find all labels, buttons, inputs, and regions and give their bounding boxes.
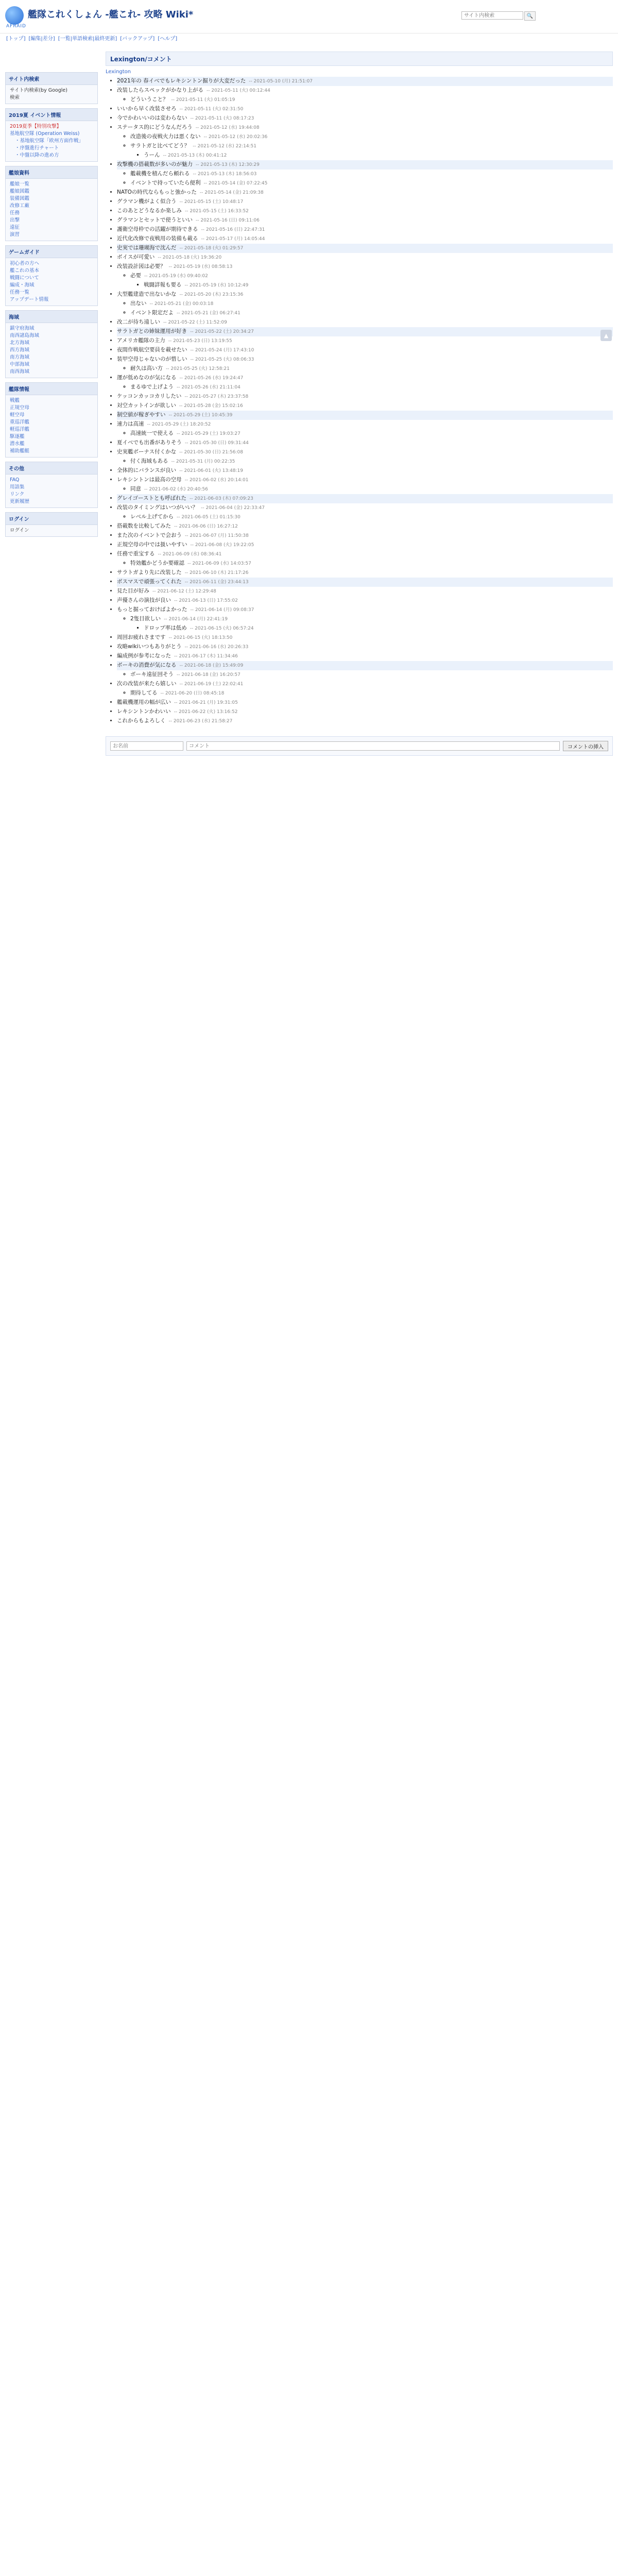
comment-text: 攻撃機の搭載数が多いのが魅力 bbox=[117, 161, 193, 167]
comment-item bbox=[117, 531, 613, 540]
comment-meta: -- 2021-05-26 (水) 21:11:04 bbox=[177, 385, 241, 390]
comment-item bbox=[117, 587, 613, 596]
comment-item bbox=[117, 114, 613, 123]
comment-meta: -- 2021-05-16 (日) 09:11:06 bbox=[196, 218, 260, 223]
comment-meta: -- 2021-05-16 (日) 22:47:31 bbox=[201, 227, 265, 232]
sidebar-item[interactable]: 南西諸島海域 bbox=[10, 333, 40, 338]
comment-meta: -- 2021-06-01 (火) 13:48:19 bbox=[179, 468, 244, 473]
comment-text: うーん bbox=[144, 152, 160, 158]
comment-text: ボイスが可愛い bbox=[117, 254, 155, 260]
comment-meta: -- 2021-05-25 (火) 12:58:21 bbox=[166, 366, 230, 371]
sidebar-item[interactable]: リンク bbox=[10, 492, 25, 497]
comment-item bbox=[144, 151, 613, 160]
comment-meta: -- 2021-05-18 (火) 01:29:57 bbox=[179, 246, 244, 251]
comment-item bbox=[117, 503, 613, 513]
comment-meta: -- 2021-06-17 (木) 11:34:46 bbox=[174, 654, 238, 659]
search-button[interactable]: 🔍 bbox=[524, 11, 536, 21]
comment-item bbox=[117, 448, 613, 457]
comment-text: 期待してる bbox=[130, 690, 158, 696]
comment-item bbox=[117, 290, 613, 299]
comment-text: 近代化改修で夜戦用の装備も載る bbox=[117, 235, 198, 242]
comment-meta: -- 2021-05-30 (日) 09:31:44 bbox=[185, 440, 249, 446]
comment-meta: -- 2021-05-31 (月) 00:22:35 bbox=[171, 459, 235, 464]
comment-meta: -- 2021-05-13 (木) 18:56:03 bbox=[193, 172, 257, 177]
comment-meta: -- 2021-05-11 (火) 08:17:23 bbox=[190, 116, 254, 121]
comment-text: サラトガとの姉妹運用が好き bbox=[117, 328, 187, 334]
sidebar-item[interactable]: 演習 bbox=[10, 232, 20, 238]
comment-text: レキシントンは最高の空母 bbox=[117, 477, 182, 483]
search-input[interactable] bbox=[461, 11, 523, 20]
sidebar-item[interactable]: 任務 bbox=[10, 210, 20, 216]
comment-item bbox=[117, 327, 613, 336]
top-nav-link[interactable]: [一覧|単語検索|最終更新] bbox=[58, 36, 117, 42]
logo-text: AFRAID bbox=[6, 24, 26, 29]
comment-text: 周回お疲れさまです bbox=[117, 634, 166, 640]
comment-meta: -- 2021-06-05 (土) 01:15:30 bbox=[177, 515, 241, 520]
comment-meta: -- 2021-06-02 (水) 20:14:01 bbox=[184, 478, 249, 483]
comment-meta: -- 2021-06-10 (木) 21:17:26 bbox=[184, 570, 249, 575]
comment-text: グラマン機がよく似合う bbox=[117, 198, 177, 205]
comment-meta: -- 2021-06-18 (金) 16:20:57 bbox=[177, 672, 241, 677]
comment-item bbox=[117, 698, 613, 707]
sidebar-item[interactable]: 中部海域 bbox=[10, 362, 30, 367]
comment-text: 改装のタイミングはいつがいい？ bbox=[117, 504, 198, 511]
sidebar-item[interactable]: 編成・海域 bbox=[10, 282, 35, 288]
comment-item bbox=[117, 197, 613, 207]
sidebar-item[interactable]: 基地航空隊 (Operation Weiss) bbox=[10, 131, 80, 137]
comment-field[interactable] bbox=[186, 741, 560, 751]
comment-text: 全体的にバランスが良い bbox=[117, 467, 177, 473]
comment-text: どういうこと？ bbox=[130, 96, 168, 103]
comment-text: 編成例が参考になった bbox=[117, 653, 171, 659]
comment-meta: -- 2021-06-02 (水) 20:40:56 bbox=[144, 487, 208, 492]
comment-item bbox=[117, 494, 613, 503]
sidebar-item[interactable]: 用語集 bbox=[10, 484, 25, 490]
top-nav-link[interactable]: [バックアップ] bbox=[120, 36, 155, 42]
sidebar-item[interactable]: 戦艦 bbox=[10, 398, 20, 403]
sidebar-item[interactable]: 2019夏季【特別攻撃】 bbox=[10, 124, 62, 129]
comment-meta: -- 2021-05-21 (金) 00:03:18 bbox=[149, 301, 214, 307]
comment-item bbox=[117, 234, 613, 244]
comment-meta: -- 2021-06-14 (月) 22:41:19 bbox=[164, 617, 228, 622]
comment-item bbox=[117, 652, 613, 661]
sidebar-item[interactable]: 艦これの基本 bbox=[10, 268, 40, 274]
comment-item bbox=[144, 281, 613, 290]
comment-meta: -- 2021-06-18 (金) 15:49:09 bbox=[179, 663, 244, 668]
comment-text: アメリカ艦隊の主力 bbox=[117, 337, 165, 344]
comment-text: 大型艦建造で出ないかな bbox=[117, 291, 177, 297]
comment-meta: -- 2021-06-11 (金) 23:44:13 bbox=[184, 580, 249, 585]
comment-text: 速力は高速 bbox=[117, 421, 144, 427]
sidebar-item[interactable]: 潜水艦 bbox=[10, 441, 25, 447]
comment-text: 高速統一で使える bbox=[130, 430, 174, 436]
comment-meta: -- 2021-06-20 (日) 08:45:18 bbox=[160, 691, 225, 696]
comment-item bbox=[130, 383, 613, 392]
comment-item bbox=[144, 624, 613, 633]
comment-text: ドロップ率は低め bbox=[144, 625, 187, 631]
comment-list bbox=[117, 77, 613, 726]
comment-meta: -- 2021-06-15 (火) 06:57:24 bbox=[190, 626, 254, 631]
comment-text: 制空値が稼ぎやすい bbox=[117, 412, 166, 418]
comment-item bbox=[130, 689, 613, 698]
comment-meta: -- 2021-05-19 (水) 10:12:49 bbox=[184, 283, 249, 288]
comment-meta: -- 2021-06-15 (火) 18:13:50 bbox=[168, 635, 233, 640]
comment-text: まるゆで上げよう bbox=[130, 384, 174, 390]
comment-meta: -- 2021-05-22 (土) 20:34:27 bbox=[190, 329, 254, 334]
comment-text: 2021年の 春イベでもレキシントン掘りが大変だった bbox=[117, 78, 246, 84]
sidebar-item[interactable]: 南西海域 bbox=[10, 369, 30, 375]
comment-meta: -- 2021-05-19 (水) 09:40:02 bbox=[144, 274, 208, 279]
comment-item bbox=[117, 438, 613, 448]
comment-item bbox=[117, 207, 613, 216]
comment-meta: -- 2021-05-23 (日) 13:19:55 bbox=[168, 338, 232, 344]
comment-text: 護衛空母枠での活躍が期待できる bbox=[117, 226, 198, 232]
comment-text: 史実では珊瑚海で沈んだ bbox=[117, 245, 177, 251]
comment-item bbox=[117, 346, 613, 355]
comment-text: 声優さんの演技が良い bbox=[117, 597, 171, 603]
comment-text: 運が低めなのが気になる bbox=[117, 375, 177, 381]
sidebar-item[interactable]: 更新履歴 bbox=[10, 499, 30, 504]
comment-meta: -- 2021-06-16 (水) 20:26:33 bbox=[184, 645, 249, 650]
comment-meta: -- 2021-06-21 (月) 19:31:05 bbox=[174, 700, 238, 705]
comment-text: 夜間作戦航空要員を載せたい bbox=[117, 347, 187, 353]
comment-text: 付く海域もある bbox=[130, 458, 168, 464]
comment-text: 同意 bbox=[130, 486, 141, 492]
comment-item bbox=[117, 522, 613, 531]
comment-meta: -- 2021-05-18 (火) 19:36:20 bbox=[158, 255, 222, 260]
comment-meta: -- 2021-05-24 (月) 17:43:10 bbox=[190, 348, 254, 353]
comment-text: 任務で重宝する bbox=[117, 551, 155, 557]
comment-item bbox=[117, 642, 613, 652]
comment-item bbox=[117, 466, 613, 476]
comment-text: 耐久は高い方 bbox=[130, 365, 163, 371]
comment-text: 正規空母の中では扱いやすい bbox=[117, 541, 187, 548]
comment-text: ボーキの消費が気になる bbox=[117, 662, 177, 668]
sidebar-item[interactable]: 南方海域 bbox=[10, 354, 30, 360]
comment-item bbox=[117, 661, 613, 670]
comment-text: グレイゴーストとも呼ばれた bbox=[117, 495, 187, 501]
comment-item bbox=[130, 457, 613, 466]
comment-item bbox=[130, 364, 613, 374]
sidebar-box-title: 海域 bbox=[6, 311, 97, 323]
comment-meta: -- 2021-06-07 (月) 11:50:38 bbox=[185, 533, 249, 538]
sidebar-item[interactable]: 補助艦艇 bbox=[10, 448, 30, 454]
comment-meta: -- 2021-06-04 (金) 22:33:47 bbox=[201, 505, 265, 511]
comment-item bbox=[117, 336, 613, 346]
sidebar-item[interactable]: ・基地航空隊「欧州方面作戦」 bbox=[15, 138, 84, 144]
comment-meta: -- 2021-06-22 (火) 13:16:52 bbox=[174, 709, 238, 715]
sidebar-item[interactable]: 遠征 bbox=[10, 225, 20, 230]
comment-item bbox=[130, 485, 613, 494]
comment-text: 2隻目欲しい bbox=[130, 616, 161, 622]
comment-text: イベントで持っていたら便利 bbox=[130, 180, 201, 186]
breadcrumb[interactable]: Lexington bbox=[106, 69, 131, 75]
comment-text: 夏イベでも出番がありそう bbox=[117, 439, 182, 446]
comment-meta: -- 2021-05-25 (火) 08:06:33 bbox=[190, 357, 254, 362]
comment-meta: -- 2021-05-11 (火) 00:12:44 bbox=[207, 88, 270, 93]
comment-item bbox=[117, 262, 613, 272]
comment-text: 改造後の夜戦火力は悪くない bbox=[130, 133, 201, 140]
comment-item bbox=[130, 95, 613, 105]
top-nav-link[interactable]: [編集|差分] bbox=[28, 36, 55, 42]
comment-item bbox=[130, 299, 613, 309]
comment-meta: -- 2021-05-19 (水) 08:58:13 bbox=[168, 264, 233, 269]
comment-meta: -- 2021-05-13 (木) 00:41:12 bbox=[163, 153, 227, 158]
comment-text: ボスマスで頑張ってくれた bbox=[117, 579, 182, 585]
sidebar-item[interactable]: ・中盤以降の進め方 bbox=[15, 152, 59, 158]
comment-text: 改装したらスペックがかなり上がる bbox=[117, 87, 203, 93]
sidebar-item[interactable]: 西方海域 bbox=[10, 347, 30, 353]
comment-item bbox=[117, 717, 613, 726]
comment-meta: -- 2021-05-15 (土) 10:48:17 bbox=[179, 199, 244, 205]
sidebar bbox=[5, 72, 98, 541]
comment-text: 改二が待ち遠しい bbox=[117, 319, 160, 325]
comment-meta: -- 2021-06-03 (木) 07:09:23 bbox=[190, 496, 253, 501]
comment-text: 必要 bbox=[130, 273, 141, 279]
comment-text: グラマンとセットで使うといい bbox=[117, 217, 193, 223]
comment-item bbox=[117, 77, 613, 86]
sidebar-item[interactable]: 軽巡洋艦 bbox=[10, 427, 30, 432]
comment-item bbox=[117, 253, 613, 262]
comment-item bbox=[117, 355, 613, 364]
comment-item bbox=[117, 392, 613, 401]
comment-text: 装甲空母じゃないのが惜しい bbox=[117, 356, 187, 362]
comment-text: ケッコンカッコカリしたい bbox=[117, 393, 182, 399]
sidebar-item[interactable]: 検索 bbox=[10, 95, 20, 100]
comment-item bbox=[130, 309, 613, 318]
comment-text: 艦載機運用の幅が広い bbox=[117, 699, 171, 705]
sidebar-box-title: ログイン bbox=[6, 513, 97, 525]
sidebar-box bbox=[5, 108, 98, 162]
comment-meta: -- 2021-05-28 (金) 15:02:16 bbox=[179, 403, 243, 409]
comment-text: また次のイベントで会おう bbox=[117, 532, 182, 538]
sidebar-item[interactable]: FAQ bbox=[10, 477, 20, 483]
comment-item bbox=[117, 633, 613, 642]
comment-item bbox=[117, 318, 613, 327]
comment-item bbox=[117, 160, 613, 170]
sidebar-box-title: 2019夏 イベント情報 bbox=[6, 109, 97, 121]
comment-meta: -- 2021-05-15 (土) 16:33:52 bbox=[185, 209, 249, 214]
comment-item bbox=[117, 411, 613, 420]
site-title[interactable]: 艦隊これくしょん -艦これ- 攻略 Wiki* bbox=[28, 9, 194, 20]
comment-meta: -- 2021-05-12 (水) 22:14:51 bbox=[193, 144, 257, 149]
sidebar-item[interactable]: 北方海域 bbox=[10, 340, 30, 346]
top-nav-link[interactable]: [ヘルプ] bbox=[158, 36, 178, 42]
comment-form bbox=[106, 736, 613, 756]
sidebar-box-title: 艦娘資料 bbox=[6, 166, 97, 179]
sidebar-box-title: サイト内検索 bbox=[6, 73, 97, 85]
sidebar-item[interactable]: アップデート情報 bbox=[10, 297, 49, 302]
sidebar-box bbox=[5, 382, 98, 457]
comment-meta: -- 2021-05-14 (金) 21:09:38 bbox=[199, 190, 264, 195]
main-content bbox=[106, 52, 613, 761]
comment-text: 戦闘詳報も要る bbox=[144, 282, 182, 288]
sidebar-item[interactable]: サイト内検索(by Google) bbox=[10, 88, 67, 93]
sidebar-box bbox=[5, 512, 98, 537]
name-field[interactable] bbox=[110, 741, 183, 751]
comment-item bbox=[117, 596, 613, 605]
comment-item bbox=[117, 225, 613, 234]
comment-text: ステータス的にどうなんだろう bbox=[117, 124, 193, 130]
comment-item bbox=[117, 578, 613, 587]
comment-meta: -- 2021-05-29 (土) 10:45:39 bbox=[168, 413, 233, 418]
comment-meta: -- 2021-05-21 (金) 06:27:41 bbox=[177, 311, 241, 316]
sidebar-item[interactable]: 艦娘一覧 bbox=[10, 181, 30, 187]
sidebar-item[interactable]: 軽空母 bbox=[10, 412, 25, 418]
sidebar-box-title: 艦隊情報 bbox=[6, 383, 97, 395]
comment-text: イベント限定だよ bbox=[130, 310, 174, 316]
comment-text: いいから早く改装させろ bbox=[117, 106, 177, 112]
comment-item bbox=[117, 123, 613, 132]
comment-text: 次の改装が来たら嬉しい bbox=[117, 681, 177, 687]
comment-meta: -- 2021-05-12 (水) 20:02:36 bbox=[203, 134, 268, 140]
comment-text: 搭載数を比較してみた bbox=[117, 523, 171, 529]
comment-item bbox=[117, 105, 613, 114]
sidebar-item[interactable]: 正規空母 bbox=[10, 405, 30, 411]
page-title: Lexington/コメント bbox=[106, 52, 613, 66]
comment-text: 対空カットインが欲しい bbox=[117, 402, 176, 409]
comment-item bbox=[130, 559, 613, 568]
comment-text: もっと掘っておけばよかった bbox=[117, 606, 187, 613]
comment-meta: -- 2021-05-29 (土) 18:20:52 bbox=[147, 422, 211, 427]
comment-meta: -- 2021-05-20 (木) 23:15:36 bbox=[179, 292, 244, 297]
comment-meta: -- 2021-05-14 (金) 07:22:45 bbox=[203, 181, 268, 186]
comment-text: 改装設計図は必要？ bbox=[117, 263, 166, 269]
comment-item bbox=[117, 188, 613, 197]
sidebar-item[interactable]: 戦闘について bbox=[10, 275, 39, 281]
comment-item bbox=[130, 513, 613, 522]
site-header bbox=[0, 0, 618, 42]
comment-text: これからもよろしく bbox=[117, 718, 166, 724]
sidebar-item[interactable]: 出撃 bbox=[10, 217, 20, 223]
comment-item bbox=[117, 550, 613, 559]
sidebar-box bbox=[5, 462, 98, 508]
sidebar-item[interactable]: 駆逐艦 bbox=[10, 434, 25, 439]
comment-meta: -- 2021-06-09 (水) 08:36:41 bbox=[158, 552, 222, 557]
sidebar-box bbox=[5, 72, 98, 104]
submit-button[interactable]: コメントの挿入 bbox=[563, 741, 608, 751]
comment-meta: -- 2021-06-23 (水) 21:58:27 bbox=[168, 719, 233, 724]
sidebar-item[interactable]: 重巡洋艦 bbox=[10, 419, 30, 425]
comment-meta: -- 2021-05-11 (火) 01:05:19 bbox=[171, 97, 235, 103]
comment-item bbox=[117, 540, 613, 550]
comment-meta: -- 2021-06-08 (火) 19:22:05 bbox=[190, 543, 254, 548]
comment-text: NATOの時代ならもっと強かった bbox=[117, 189, 197, 195]
comment-text: 見た目が好み bbox=[117, 588, 149, 594]
comment-meta: -- 2021-05-22 (土) 11:52:09 bbox=[163, 320, 227, 325]
comment-item bbox=[130, 142, 613, 151]
comment-item bbox=[130, 179, 613, 188]
top-nav bbox=[6, 34, 180, 42]
sidebar-item[interactable]: 鎮守府海域 bbox=[10, 326, 35, 331]
sidebar-box bbox=[5, 245, 98, 306]
comment-meta: -- 2021-05-17 (月) 14:05:44 bbox=[201, 236, 265, 242]
comment-item bbox=[130, 670, 613, 680]
sidebar-item[interactable]: 初心者の方へ bbox=[10, 261, 40, 266]
comment-meta: -- 2021-05-10 (月) 21:51:07 bbox=[249, 79, 313, 84]
comment-meta: -- 2021-05-29 (土) 19:03:27 bbox=[177, 431, 241, 436]
comment-item bbox=[117, 568, 613, 578]
comment-text: レベル上げてから bbox=[130, 514, 174, 520]
comment-text: 今でかわいいのは変わらない bbox=[117, 115, 187, 121]
comment-item bbox=[117, 420, 613, 429]
comment-item bbox=[130, 272, 613, 281]
logo-icon[interactable] bbox=[5, 6, 24, 25]
comment-meta: -- 2021-05-26 (水) 19:24:47 bbox=[179, 376, 244, 381]
comment-text: サラトガより先に改装した bbox=[117, 569, 182, 575]
comment-item bbox=[130, 170, 613, 179]
comment-meta: -- 2021-05-27 (木) 23:37:58 bbox=[184, 394, 249, 399]
sidebar-item[interactable]: ログイン bbox=[10, 528, 29, 533]
comment-meta: -- 2021-05-30 (日) 21:56:08 bbox=[179, 450, 243, 455]
comment-meta: -- 2021-06-06 (日) 16:27:12 bbox=[174, 524, 238, 529]
sidebar-box bbox=[5, 310, 98, 378]
comment-text: ボーキ遠征回そう bbox=[130, 671, 174, 677]
comment-item bbox=[117, 680, 613, 689]
sidebar-item[interactable]: 任務一覧 bbox=[10, 290, 30, 295]
comment-text: このあとどうなるか楽しみ bbox=[117, 208, 182, 214]
sidebar-item[interactable]: 改修工廠 bbox=[10, 203, 30, 209]
sidebar-box-title: その他 bbox=[6, 462, 97, 474]
comment-item bbox=[117, 707, 613, 717]
comment-item bbox=[117, 605, 613, 615]
comment-meta: -- 2021-06-09 (水) 14:03:57 bbox=[187, 561, 251, 566]
comment-meta: -- 2021-06-19 (土) 22:02:41 bbox=[179, 682, 244, 687]
comment-meta: -- 2021-06-14 (月) 09:08:37 bbox=[190, 607, 254, 613]
comment-text: レキシントンかわいい bbox=[117, 708, 171, 715]
comment-item bbox=[130, 429, 613, 438]
comment-item bbox=[117, 476, 613, 485]
sidebar-item[interactable]: ・序盤進行チャート bbox=[15, 145, 59, 151]
comment-text: サラトガと比べてどう？ bbox=[130, 143, 190, 149]
comment-text: 特効艦かどうか要確認 bbox=[130, 560, 184, 566]
top-nav-link[interactable]: [トップ] bbox=[6, 36, 26, 42]
sidebar-item[interactable]: 艦娘図鑑 bbox=[10, 189, 30, 194]
comment-text: 出ない bbox=[130, 300, 147, 307]
comment-item bbox=[130, 132, 613, 142]
sidebar-box bbox=[5, 166, 98, 241]
comment-meta: -- 2021-05-12 (水) 19:44:08 bbox=[195, 125, 260, 130]
sidebar-item[interactable]: 装備図鑑 bbox=[10, 196, 30, 201]
comment-item bbox=[117, 244, 613, 253]
comment-text: 攻略wikiいつもありがとう bbox=[117, 643, 182, 650]
comment-item bbox=[117, 86, 613, 95]
comment-meta: -- 2021-05-11 (火) 02:31:50 bbox=[179, 107, 244, 112]
comment-item bbox=[130, 615, 613, 624]
sidebar-box-title: ゲームガイド bbox=[6, 246, 97, 258]
comment-item bbox=[117, 374, 613, 383]
comment-item bbox=[117, 216, 613, 225]
comment-meta: -- 2021-06-12 (土) 12:29:48 bbox=[152, 589, 216, 594]
comment-meta: -- 2021-05-13 (木) 12:30:29 bbox=[196, 162, 260, 167]
comment-text: 艦載機を積んだら頼れる bbox=[130, 171, 190, 177]
comment-text: 史実艦ボーナス付くかな bbox=[117, 449, 177, 455]
comment-item bbox=[117, 401, 613, 411]
comment-meta: -- 2021-06-13 (日) 17:55:02 bbox=[174, 598, 238, 603]
scroll-top-icon[interactable]: ▲ bbox=[600, 330, 612, 341]
